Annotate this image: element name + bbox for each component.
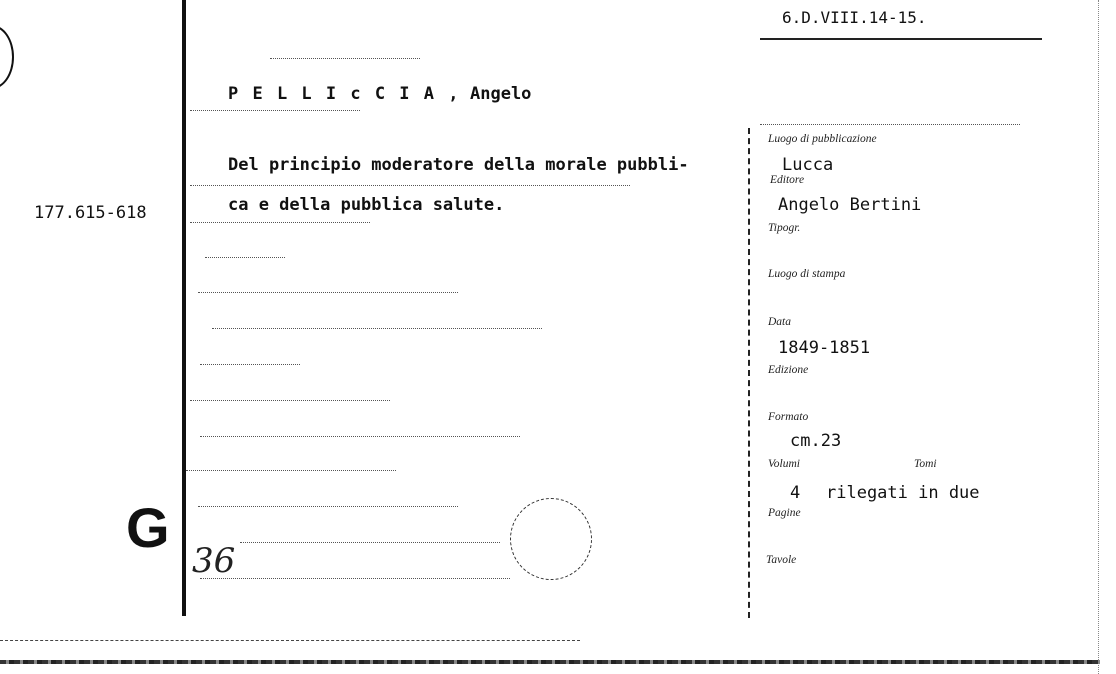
label-volumi: Volumi: [768, 458, 800, 470]
label-pagine: Pagine: [768, 507, 801, 519]
label-luogo-pubblicazione: Luogo di pubblicazione: [768, 133, 877, 145]
shelfmark: 6.D.VIII.14-15.: [782, 8, 927, 27]
label-luogo-stampa: Luogo di stampa: [768, 268, 846, 280]
title-line-1: Del principio moderatore della morale pubbli-: [228, 155, 689, 175]
blank-line: [186, 470, 396, 471]
blank-line: [200, 364, 300, 365]
hole-circle: [0, 25, 14, 89]
call-number: 177.615-618: [34, 203, 147, 223]
value-data: 1849-1851: [778, 338, 871, 358]
label-edizione: Edizione: [768, 364, 809, 376]
blank-line: [200, 436, 520, 437]
author-surname: P E L L I c C I A ,: [228, 84, 461, 104]
blank-line: [205, 257, 285, 258]
field-column-divider: [748, 128, 750, 618]
author-dotline: [190, 110, 360, 111]
blank-line: [198, 506, 458, 507]
value-editore: Angelo Bertini: [778, 195, 922, 215]
left-margin-rule: [182, 0, 186, 616]
blank-line: [190, 400, 390, 401]
shelfmark-underline: [760, 38, 1042, 40]
label-formato: Formato: [768, 411, 809, 423]
g-marker: G: [126, 496, 170, 559]
field-top-dotline: [760, 124, 1020, 125]
value-luogo-pubblicazione: Lucca: [782, 155, 834, 175]
label-tomi: Tomi: [914, 458, 937, 470]
title-line-2: ca e della pubblica salute.: [228, 195, 505, 215]
card-bottom-dash: [0, 640, 580, 641]
value-formato: cm.23: [790, 431, 842, 451]
stamp-circle: [510, 498, 592, 580]
blank-line: [212, 328, 542, 329]
card-bottom-edge: [0, 660, 1100, 664]
value-tomi: rilegati in due: [826, 483, 980, 503]
top-dotline: [270, 58, 420, 59]
label-tavole: Tavole: [766, 554, 797, 566]
blank-line: [198, 292, 458, 293]
right-edge: [1098, 0, 1116, 674]
label-data: Data: [768, 316, 791, 328]
handwritten-number: 36: [192, 541, 236, 581]
title-dotline-1: [190, 185, 630, 186]
value-volumi: 4: [790, 483, 801, 503]
blank-line: [240, 542, 500, 543]
bottom-dotline: [200, 578, 510, 579]
label-tipografo: Tipogr.: [768, 222, 801, 234]
author-forename: Angelo: [470, 84, 532, 104]
label-editore: Editore: [770, 174, 805, 186]
title-dotline-2: [190, 222, 370, 223]
